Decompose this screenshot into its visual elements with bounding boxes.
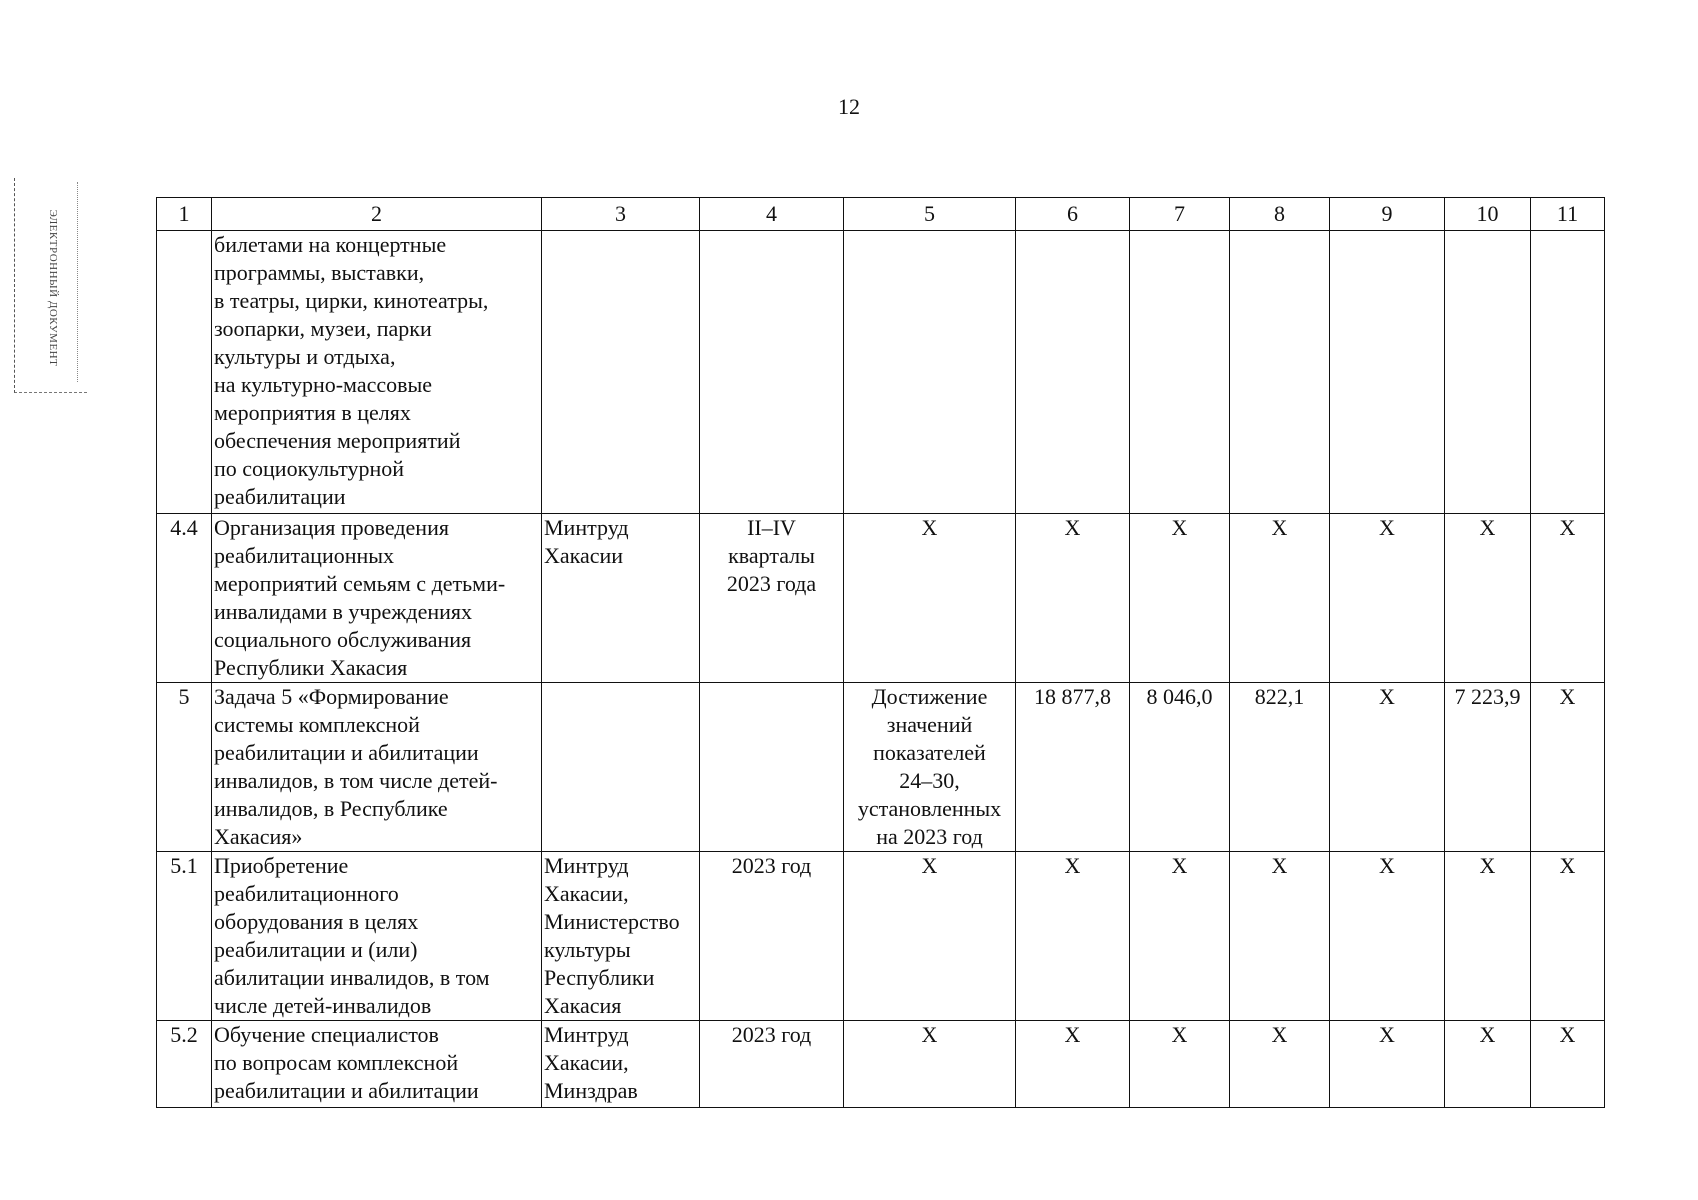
executor-line: Хакасии [544,543,624,568]
activity-name-line: Республики Хакасия [214,655,408,680]
value-col-7: 8 046,0 [1130,683,1230,852]
value-col-10: 7 223,9 [1445,683,1531,852]
value-col-6 [1016,231,1130,514]
value-col-10: Х [1445,514,1531,683]
row-number: 5 [157,683,212,852]
expected-result [844,514,1016,683]
result-line: на 2023 год [876,824,983,849]
activity-name-line: инвалидов, в том числе детей- [214,768,498,793]
value-col-9: Х [1330,683,1445,852]
result-line: Х [921,1022,938,1047]
activity-name-line: билетами на концертные [214,232,447,257]
header-col-2: 2 [212,198,542,231]
header-col-6: 6 [1016,198,1130,231]
value-col-10: Х [1445,852,1531,1021]
header-col-10: 10 [1445,198,1531,231]
row-number: 5.1 [157,852,212,1021]
activity-name-line: зоопарки, музеи, парки [214,316,432,341]
header-col-11: 11 [1531,198,1605,231]
value-col-8 [1230,231,1330,514]
value-col-7: Х [1130,514,1230,683]
result-line: установленных [857,796,1002,821]
table-row [157,683,1605,852]
activity-name-line: Хакасия» [214,824,303,849]
activity-name-line: системы комплексной [214,712,420,737]
table-row [157,514,1605,683]
header-col-4: 4 [700,198,844,231]
activity-name-line: мероприятий семьям с детьми- [214,571,506,596]
value-col-7 [1130,231,1230,514]
result-line: значений [886,712,973,737]
executor [542,514,700,683]
value-col-11 [1531,231,1605,514]
activity-name-line: реабилитации и абилитации [214,740,479,765]
executor [542,683,700,852]
result-line: Х [921,515,938,540]
executor-line: Хакасии, [544,881,629,906]
activity-name-line: инвалидами в учреждениях [214,599,473,624]
value-col-9: Х [1330,514,1445,683]
row-number: 5.2 [157,1021,212,1108]
executor-line: Хакасии, [544,1050,629,1075]
value-col-8: Х [1230,1021,1330,1108]
stamp-text: ЭЛЕКТРОННЫЙ ДОКУМЕНТ [47,209,59,367]
executor [542,231,700,514]
activity-name [212,852,542,1021]
value-col-9 [1330,231,1445,514]
activity-name-line: в театры, цирки, кинотеатры, [214,288,489,313]
executor-line: Минздрав [544,1078,638,1103]
activity-name-line: по социокультурной [214,456,405,481]
activity-name-line: инвалидов, в Республике [214,796,448,821]
header-col-9: 9 [1330,198,1445,231]
executor-line: Министерство [544,909,680,934]
value-col-6: Х [1016,514,1130,683]
value-col-11: Х [1531,683,1605,852]
activity-name-line: культуры и отдыха, [214,344,396,369]
header-col-3: 3 [542,198,700,231]
table-row [157,1021,1605,1108]
header-col-1: 1 [157,198,212,231]
activity-name-line: обеспечения мероприятий [214,428,461,453]
value-col-11: Х [1531,852,1605,1021]
expected-result [844,683,1016,852]
value-col-6: Х [1016,1021,1130,1108]
activity-name-line: Приобретение [214,853,349,878]
activity-name [212,514,542,683]
program-table [156,197,1605,1108]
value-col-10 [1445,231,1531,514]
activity-name-line: абилитации инвалидов, в том [214,965,490,990]
activity-name-line: по вопросам комплексной [214,1050,459,1075]
table-row [157,231,1605,514]
expected-result [844,231,1016,514]
activity-name [212,1021,542,1108]
result-line: показателей [873,740,986,765]
activity-name [212,683,542,852]
period [700,683,844,852]
value-col-10: Х [1445,1021,1531,1108]
period-line: II–IV [747,515,796,540]
period [700,1021,844,1108]
period [700,231,844,514]
header-col-7: 7 [1130,198,1230,231]
expected-result [844,1021,1016,1108]
executor [542,1021,700,1108]
period-line: 2023 год [731,853,812,878]
result-line: Достижение [871,684,988,709]
period [700,514,844,683]
stamp-dotted-line [77,182,78,382]
period-line: кварталы [728,543,815,568]
period-line: 2023 года [726,571,817,596]
activity-name-line: Задача 5 «Формирование [214,684,449,709]
executor [542,852,700,1021]
value-col-7: Х [1130,852,1230,1021]
activity-name-line: на культурно-массовые [214,372,433,397]
result-line: 24–30, [899,768,960,793]
executor-line: культуры [544,937,631,962]
executor-line: Минтруд [544,853,629,878]
value-col-11: Х [1531,1021,1605,1108]
value-col-8: Х [1230,514,1330,683]
activity-name-line: социального обслуживания [214,627,472,652]
executor-line: Республики [544,965,655,990]
expected-result [844,852,1016,1021]
period [700,852,844,1021]
activity-name-line: реабилитации и (или) [214,937,418,962]
value-col-9: Х [1330,852,1445,1021]
activity-name-line: мероприятия в целях [214,400,411,425]
activity-name-line: реабилитации и абилитации [214,1078,479,1103]
value-col-8: 822,1 [1230,683,1330,852]
activity-name-line: Организация проведения [214,515,449,540]
value-col-9: Х [1330,1021,1445,1108]
header-col-8: 8 [1230,198,1330,231]
table-header-row [157,198,1605,231]
executor-line: Минтруд [544,1022,629,1047]
value-col-11: Х [1531,514,1605,683]
activity-name-line: числе детей-инвалидов [214,993,432,1018]
executor-line: Хакасия [544,993,622,1018]
executor-line: Минтруд [544,515,629,540]
value-col-6: Х [1016,852,1130,1021]
row-number: 4.4 [157,514,212,683]
side-stamp [14,178,87,393]
row-number [157,231,212,514]
activity-name-line: реабилитации [214,484,346,509]
activity-name-line: реабилитационных [214,543,395,568]
result-line: Х [921,853,938,878]
activity-name [212,231,542,514]
header-col-5: 5 [844,198,1016,231]
value-col-6: 18 877,8 [1016,683,1130,852]
table-row [157,852,1605,1021]
activity-name-line: реабилитационного [214,881,399,906]
activity-name-line: Обучение специалистов [214,1022,439,1047]
activity-name-line: программы, выставки, [214,260,425,285]
period-line: 2023 год [731,1022,812,1047]
activity-name-line: оборудования в целях [214,909,419,934]
value-col-7: Х [1130,1021,1230,1108]
page-number: 12 [838,94,860,119]
value-col-8: Х [1230,852,1330,1021]
